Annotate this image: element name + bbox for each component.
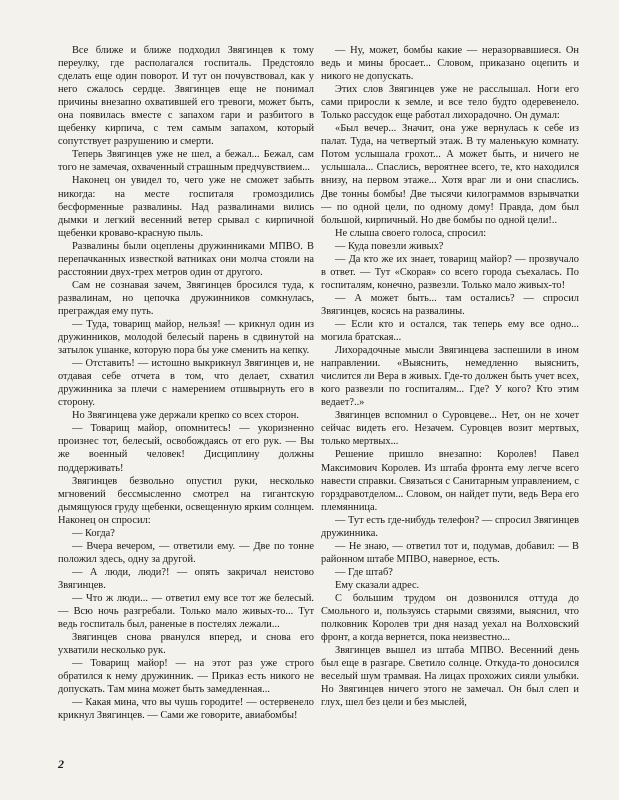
- paragraph: — Товарищ майор! — на этот раз уже строго обратился к нему дружинник. — Приказ есть никого не допускать. Там мина может быть замедленная...: [58, 658, 314, 696]
- paragraph: Не слыша своего голоса, спросил:: [335, 227, 487, 239]
- paragraph: Лихорадочные мысли Звягинцева заспешили в ином направлении. «Выяснить, немедленно выяснить, числится ли Вера в живых. Где-то должен быть учет всех, кого развезли по госпиталям... Где? У кого? Кто этим ведает?..»: [321, 345, 579, 409]
- paragraph: Ему сказали адрес.: [335, 579, 420, 591]
- paragraph: — Что ж люди... — ответил ему все тот же белесый. — Всю ночь разгребали. Только мало живых-то... Тут ведь госпиталь был, раненые в постелях лежали...: [58, 592, 314, 631]
- paragraph: Звягинцев вспомнил о Суровцеве... Нет, он не хочет сейчас видеть его. Незачем. Суровцев возит мертвых, только мертвых...: [321, 410, 579, 448]
- paragraph: Все ближе и ближе подходил Звягинцев к тому переулку, где располагался госпиталь. Предстояло сделать еще один поворот. И тут он почувствовал, как у него сжалось сердце. Звягинцев еще не понимал причины внезапно охватившей его тревоги, может быть, она появилась вместе с запахом гари и разбитого в щебенку кирпича, с тем самым запахом, который сопутствует разрушению и смерти.: [58, 45, 314, 148]
- paragraph: — Где штаб?: [335, 566, 393, 578]
- paragraph: Наконец он увидел то, чего уже не сможет забыть никогда: на месте госпиталя громоздились бесформенные развалины. Над развалинами вились дымки и легкий весенний ветер срывал с кирпичной щебенки кроваво-красную пыль.: [58, 175, 314, 239]
- paragraph: Звягинцев вышел из штаба МПВО. Весенний день был еще в разгаре. Светило солнце. Откуда-то доносился веселый шум трамвая. На лицах прохожих сияли улыбки. Но Звягинцев ничего этого не замечал. Он был слеп и глух, шел без цели и без мыслей,: [321, 645, 579, 709]
- paragraph: — А может быть... там остались? — спросил Звягинцев, косясь на развалины.: [321, 292, 579, 317]
- paragraph: Но Звягинцева уже держали крепко со всех сторон.: [72, 410, 299, 422]
- paragraph: — А люди, люди?! — опять закричал неистово Звягинцев.: [58, 566, 314, 591]
- paragraph: — Когда?: [72, 527, 115, 539]
- paragraph: — Не знаю, — ответил тот и, подумав, добавил: — В районном штабе МПВО, наверное, есть.: [321, 540, 579, 565]
- paragraph: — Ну, может, бомбы какие — неразорвавшиеся. Он ведь и мины бросает... Словом, приказано оцепить и никого не допускать.: [321, 45, 579, 83]
- paragraph: «Был вечер... Значит, она уже вернулась к себе из палат. Туда, на четвертый этаж. В ту маленькую комнату. Потом услышала грохот... А может быть, и ничего не услышала... Спаслись, вероятнее всего, те, кто находился внизу, на первом этаже... Хотя враг ли и они спаслись. Две тонны бомбы! Две тысячи килограммов взрывчатки — по одной цели, по одному дому! Правда, дом был большой, кирпичный. Но две бомбы по одной цели!..: [321, 123, 579, 226]
- paragraph: — Какая мина, что вы чушь городите! — остервенело крикнул Звягинцев. — Сами же говорите, авиабомбы!: [58, 697, 314, 722]
- paragraph: Развалины были оцеплены дружинниками МПВО. В перепачканных известкой ватниках они молча стояли на расстоянии двух-трех метров один от другого.: [58, 240, 314, 278]
- right-column: [321, 44, 579, 709]
- paragraph: Звягинцев снова рванулся вперед, и снова его ухватили несколько рук.: [58, 632, 314, 657]
- paragraph: С большим трудом он дозвонился оттуда до Смольного и, пользуясь старыми связями, выяснил, что полковник Королев три дня назад уехал на Волховский фронт, а когда вернется, пока неизвестно...: [321, 592, 579, 644]
- paragraph: — Если кто и остался, так теперь ему все одно... могила братская...: [321, 318, 579, 344]
- paragraph: Этих слов Звягинцев уже не расслышал. Ноги его сами приросли к земле, и все тело будто одеревенело. Только рассудок еще работал лихорадочно. Он думал:: [321, 84, 579, 122]
- paragraph: — Товарищ майор, опомнитесь! — укоризненно произнес тот, белесый, освобождаясь от его рук. — Вы же военный человек! Дисциплину должны поддерживать!: [58, 423, 314, 474]
- paragraph: Решение пришло внезапно: Королев! Павел Максимович Королев. Из штаба фронта ему легче всего навести справки. Связаться с Санитарным управлением, с горздравотделом... Словом, он найдет пути, ведь Вера его племянница.: [321, 449, 579, 513]
- paragraph: — Да кто же их знает, товарищ майор? — прозвучало в ответ. — Тут «Скорая» со всего города съехалась. По госпиталям, конечно, развезли. Только мало живых-то!: [321, 253, 579, 291]
- paragraph: — Вчера вечером, — ответили ему. — Две по тонне положил здесь, одну за другой.: [58, 540, 314, 565]
- paragraph: Звягинцев безвольно опустил руки, несколько мгновений бессмысленно смотрел на гигантскую дымящуюся груду щебенки, освещенную ярким солнцем. Наконец он спросил:: [58, 475, 314, 526]
- paragraph: Теперь Звягинцев уже не шел, а бежал... Бежал, сам того не замечая, охваченный страшным предчувствием...: [58, 149, 314, 174]
- paragraph: — Тут есть где-нибудь телефон? — спросил Звягинцев дружинника.: [321, 514, 579, 539]
- paragraph: Сам не сознавая зачем, Звягинцев бросился туда, к развалинам, но цепочка дружинников сомкнулась, преграждая ему путь.: [58, 279, 314, 317]
- paragraph: — Куда повезли живых?: [335, 240, 444, 252]
- page-number: 2: [58, 757, 64, 771]
- paragraph: — Отставить! — истошно выкрикнул Звягинцев и, не отдавая себе отчета в том, что делает, схватил дружинника за плечи с намерением отшвырнуть его в сторону.: [58, 358, 314, 409]
- left-column: [58, 44, 314, 722]
- paragraph: — Туда, товарищ майор, нельзя! — крикнул один из дружинников, молодой белесый парень в сдвинутой на затылок ушанке, которую пора бы уже сменить на кепку.: [58, 318, 314, 357]
